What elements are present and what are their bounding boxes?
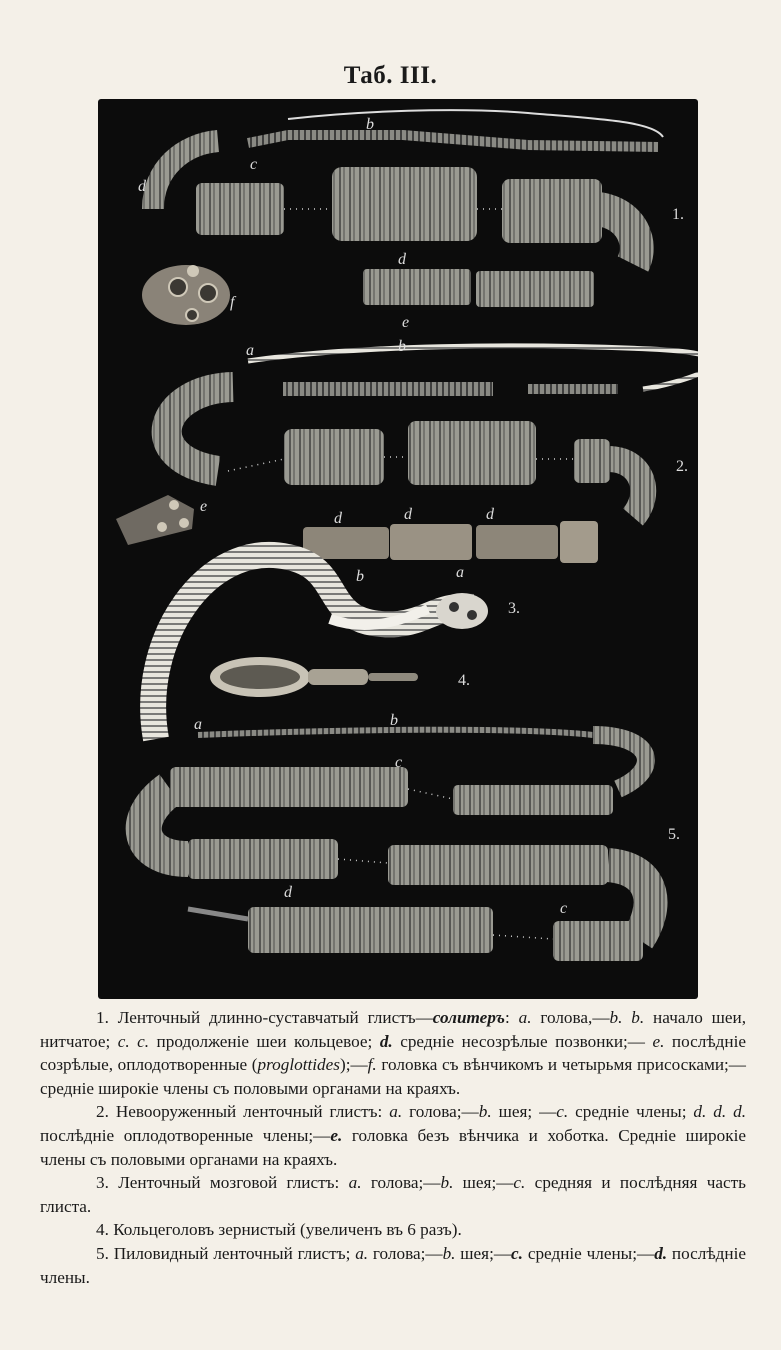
fig2-segment <box>284 429 384 485</box>
fig2-mature-segment <box>390 524 472 560</box>
fig2-tail <box>608 459 643 517</box>
fig5-dotted-link <box>338 859 388 863</box>
figure-number-3: 3. <box>508 600 520 617</box>
fig5-mature-segments <box>248 907 493 953</box>
fig5-mature-segments <box>553 921 643 961</box>
plate-title: Таб. III. <box>343 62 438 89</box>
fig1-mature-segment <box>363 269 471 305</box>
fig3-worm-body <box>153 555 473 739</box>
fig5-tail-tip <box>188 909 248 919</box>
label-d: d <box>334 510 342 527</box>
figure-number-1: 1. <box>672 206 684 223</box>
caption-item-1: 1. Ленточный длинно-суставчатый глистъ—солитеръ: a. голова,—b. b. начало шеи, нитчатое; c. c. продолженіе шеи кольцевое; d. средніе несозрѣлые позвонки;— e. послѣдніе созрѣлые, оплодотворенные (proglottides);—f. головка съ вѣнчикомъ и четырьмя присосками;— средніе широкіе члены съ половыми органами на краяхъ. <box>40 1008 747 1098</box>
label-b: b <box>398 338 406 355</box>
fig1-segment <box>502 179 602 243</box>
fig3-sucker <box>467 610 477 620</box>
fig5-segment-row <box>388 845 608 885</box>
label-d: d <box>284 884 292 901</box>
tapeworm-illustration <box>98 99 698 999</box>
fig2-mature-segment <box>560 521 598 563</box>
fig1-mature-segment <box>476 271 594 307</box>
fig5-neck <box>198 730 593 735</box>
fig3-head <box>436 593 488 629</box>
label-a: a <box>246 342 254 359</box>
figure-2-group <box>116 338 698 563</box>
label-d: d <box>398 251 406 268</box>
fig1-scolex-f <box>142 265 230 325</box>
plate-caption <box>40 1006 746 1289</box>
label-e: e <box>402 314 410 331</box>
figure-5-group <box>144 712 680 961</box>
fig2-upper-curl <box>167 387 233 471</box>
label-b: b <box>356 568 364 585</box>
fig2-dotted-link <box>228 459 284 471</box>
caption-item-2: 2. Невооруженный ленточный глистъ: a. голова;—b. шея; —c. средніе члены; d. d. d. послѣдніе оплодотворенные члены;—e. головка безъ вѣнчика и хоботка. Средніе широкіе члены съ половыми органами на краяхъ. <box>40 1102 747 1169</box>
label-f: f <box>230 294 235 311</box>
label-b: b <box>390 712 398 729</box>
label-d: d <box>404 506 412 523</box>
fig5-segment-row <box>188 839 338 879</box>
label-b: b <box>366 116 374 133</box>
figure-3-group <box>153 555 520 739</box>
fig5-segment-row <box>170 767 408 807</box>
figure-4-group <box>210 657 470 697</box>
fig2-scolex-e <box>116 495 194 545</box>
fig3-sucker <box>449 602 459 612</box>
fig5-dotted-link <box>408 789 453 799</box>
fig1-ringed-neck <box>248 135 658 147</box>
fig2-segment <box>408 421 536 485</box>
figure-number-2: 2. <box>676 458 688 475</box>
fig4-ringed-head <box>308 669 368 685</box>
fig4-proboscis <box>368 673 418 681</box>
figure-number-5: 5. <box>668 826 680 843</box>
caption-item-5: 5. Пиловидный ленточный глистъ; a. голова;—b. шея;—c. средніе члены;—d. послѣдніе члены. <box>40 1243 747 1287</box>
label-d: d <box>486 506 494 523</box>
fig1-segment <box>196 183 284 235</box>
fig2-mature-segment <box>476 525 558 559</box>
engraving-plate <box>98 99 698 999</box>
figure-1-group <box>138 110 684 331</box>
fig5-dotted-link <box>493 935 553 939</box>
label-a: a <box>456 564 464 581</box>
figure-number-4: 4. <box>458 672 470 689</box>
label-e: e <box>200 498 208 515</box>
fig1-segment <box>332 167 477 241</box>
label-d: d <box>138 178 146 195</box>
fig1-tail-curl <box>598 209 637 264</box>
fig5-segment-row <box>453 785 613 815</box>
label-c: c <box>560 900 568 917</box>
label-c: c <box>395 754 403 771</box>
caption-item-4: 4. Кольцеголовъ зернистый (увеличенъ въ 6 разъ). <box>96 1220 462 1240</box>
fig2-segment <box>574 439 610 483</box>
fig5-neck-curl <box>593 735 646 789</box>
caption-item-3: 3. Ленточный мозговой глистъ: a. голова;—b. шея;—c. средняя и послѣдняя часть глиста. <box>40 1173 747 1216</box>
label-a: a <box>194 716 202 733</box>
fig4-granular-interior <box>220 665 300 689</box>
label-c: c <box>250 156 258 173</box>
